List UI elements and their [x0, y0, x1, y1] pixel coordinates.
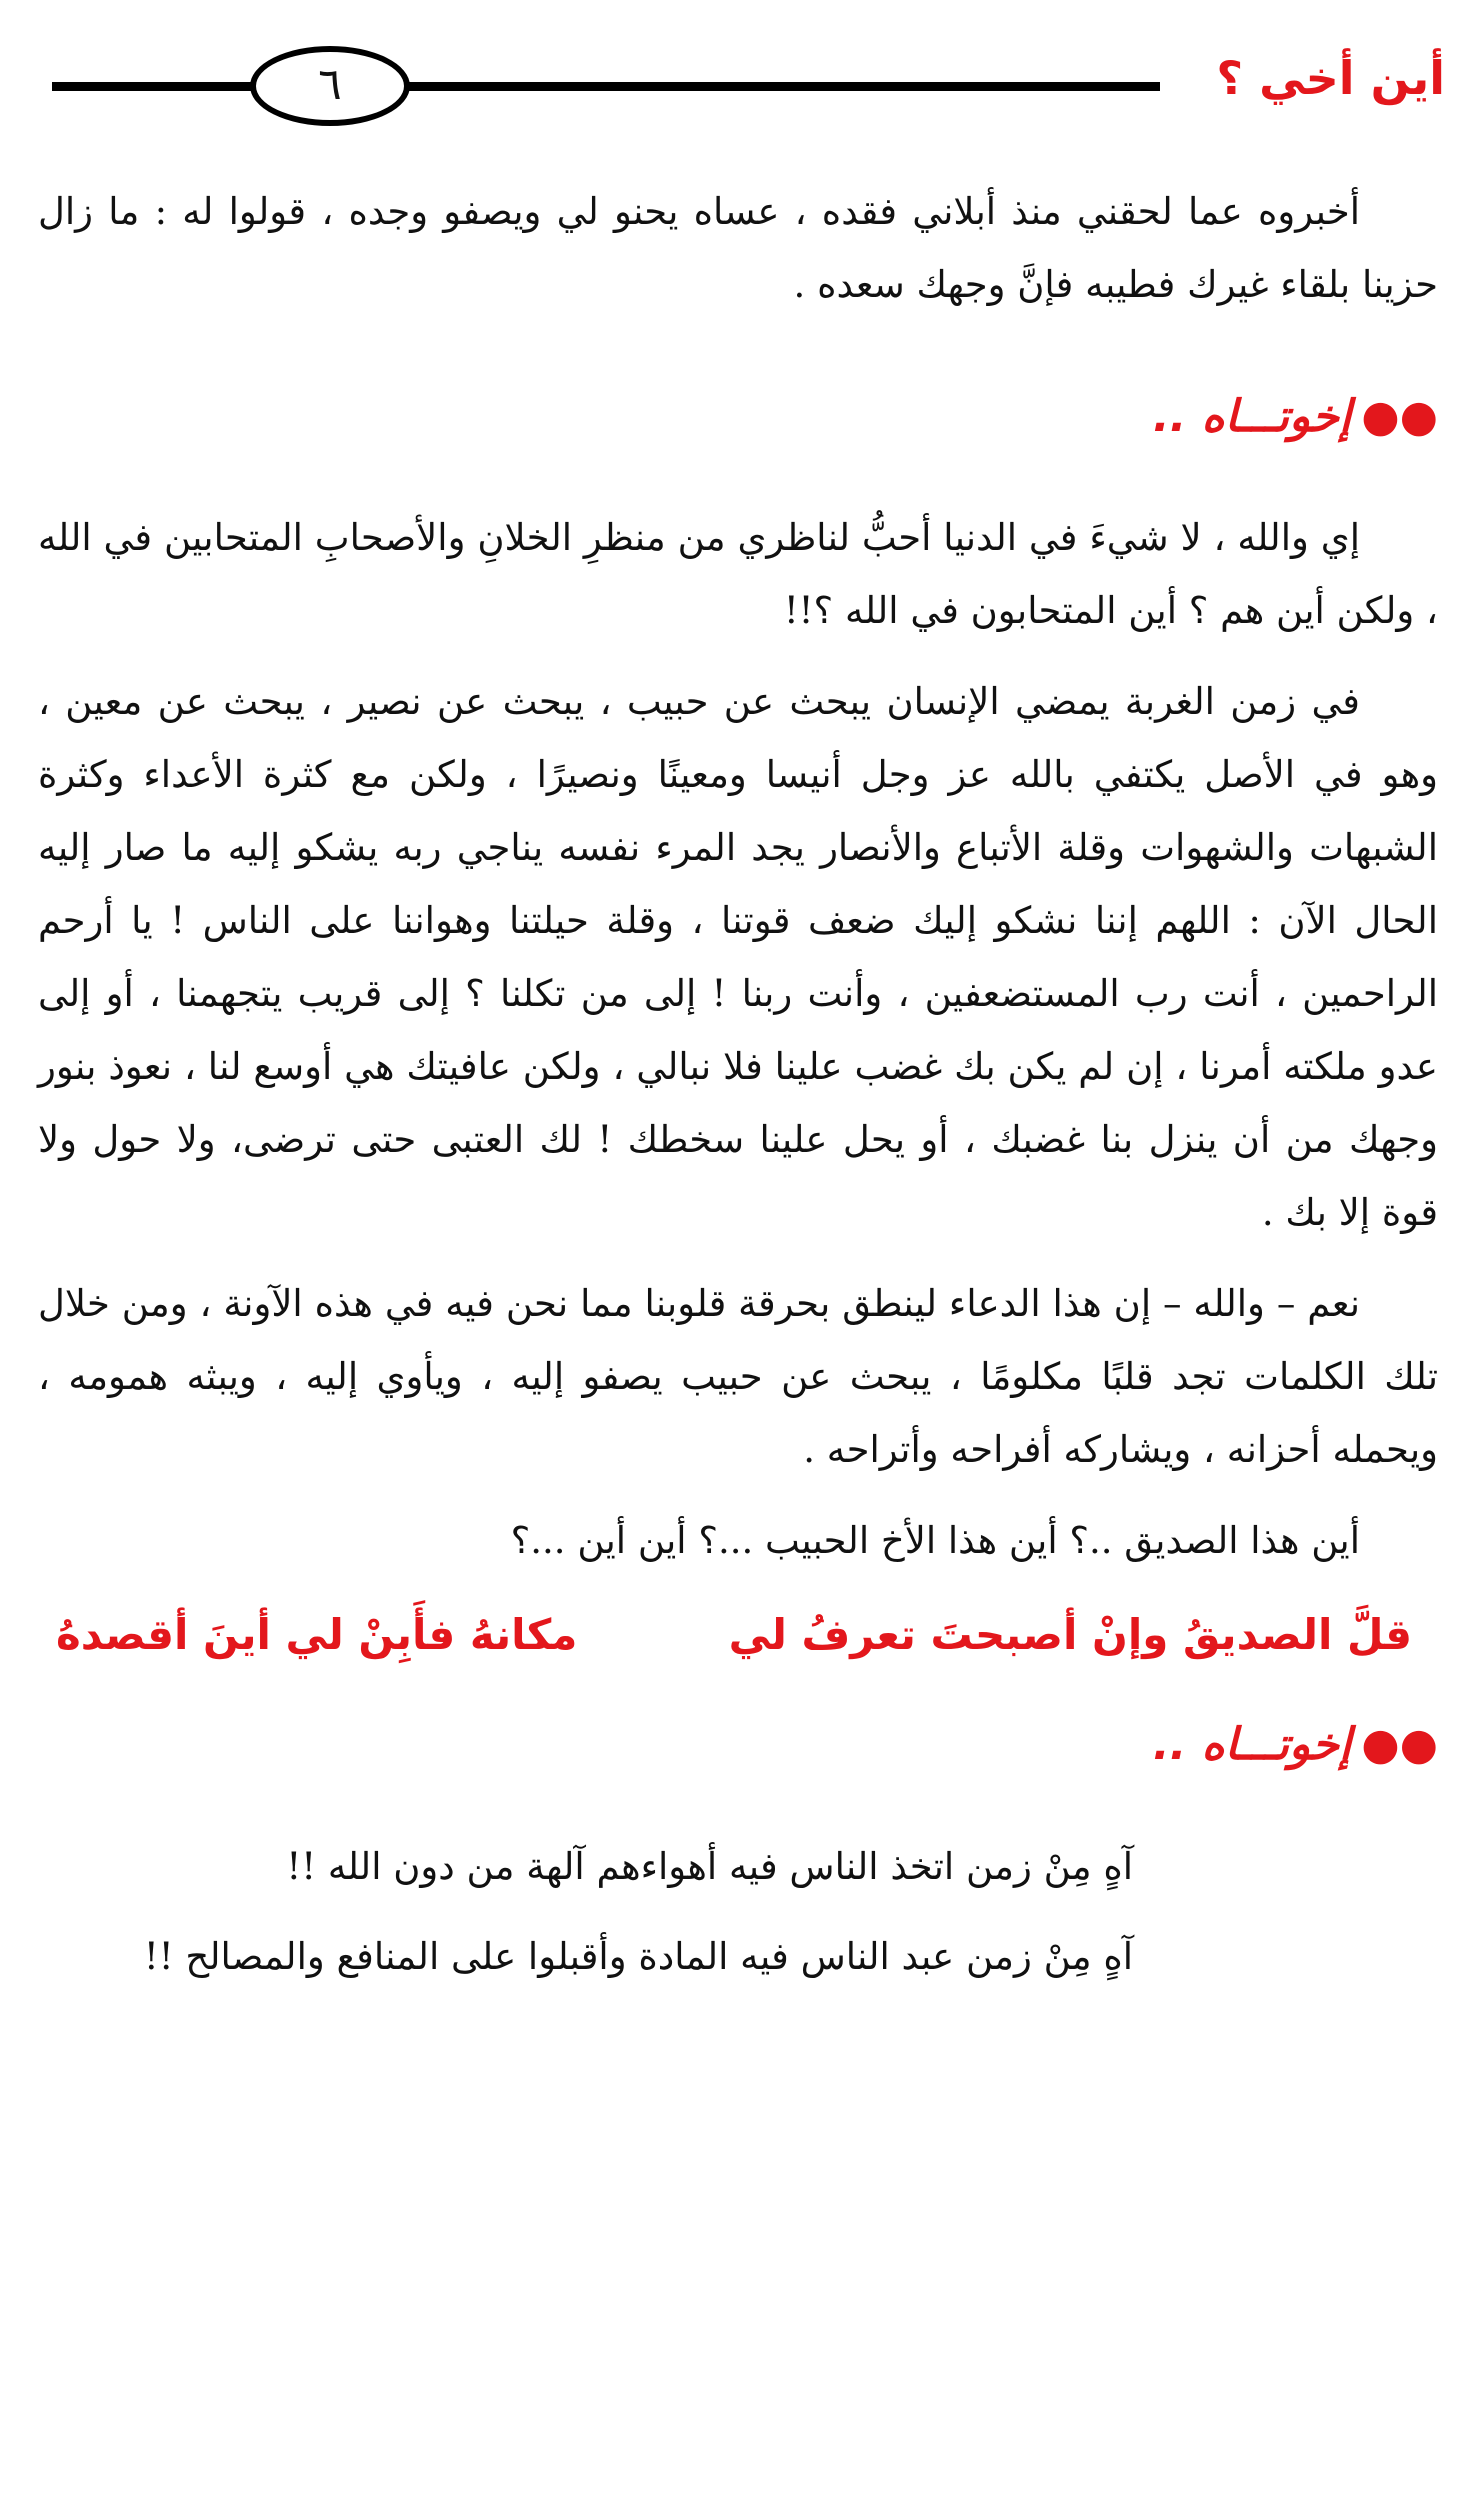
section-heading-text: إخوتـــاه .. [1152, 391, 1352, 442]
paragraph-3: نعم – والله – إن هذا الدعاء لينطق بحرقة قلوبنا مما نحن فيه في هذه الآونة ، ومن خلال تلك الكلمات تجد قلبًا مكلومًا ، يبحث عن حبيب يصفو إليه ، ويأوي إليه ، ويبثه همومه ، ويحمله أحزانه ، ويشاركه أفراحه وأتراحه . [38, 1282, 1439, 1471]
page-header [40, 40, 1445, 130]
lament-line-2: آهٍ مِنْ زمن عبد الناس فيه المادة وأقبلوا على المنافع والمصالح !! [143, 1935, 1133, 1978]
header-rule [52, 82, 1160, 91]
page-number-oval [250, 46, 410, 126]
lament-line-1: آهٍ مِنْ زمن اتخذ الناس فيه أهواءهم آلهة من دون الله !! [286, 1845, 1133, 1888]
paragraph-2: في زمن الغربة يمضي الإنسان يبحث عن حبيب ، يبحث عن نصير ، يبحث عن معين ، وهو في الأصل يكتفي بالله عز وجل أنيسا ومعينًا ونصيرًا ، ولكن مع كثرة الأعداء وكثرة الشبهات والشهوات وقلة الأتباع والأنصار يجد المرء نفسه يناجي ربه يشكو إليه ما صار إليه الحال الآن : اللهم إننا نشكو إليك ضعف قوتنا ، وقلة حيلتنا وهواننا على الناس ! يا أرحم الراحمين ، أنت رب المستضعفين ، وأنت ربنا ! إلى من تكلنا ؟ إلى قريب يتجهمنا ، أو إلى عدو ملكته أمرنا ، إن لم يكن بك غضب علينا فلا نبالي ، ولكن عافيتك هي أوسع لنا ، نعوذ بنور وجهك من أن ينزل بنا غضبك ، أو يحل علينا سخطك ! لك العتبى حتى ترضى، ولا حول ولا قوة إلا بك . [38, 680, 1438, 1234]
heading-bullet-icon: ●● [1361, 1719, 1438, 1770]
section-heading-text: إخوتـــاه .. [1152, 1719, 1352, 1770]
running-title: أين أخي ؟ [1216, 51, 1445, 105]
page-body [38, 175, 1438, 2009]
poem-verse [38, 1595, 1438, 1675]
verse-first-hemistich: قلَّ الصديقُ وإنْ أصبحتَ تعرفُ لي [728, 1610, 1412, 1659]
intro-paragraph: أخبروه عما لحقني منذ أبلاني فقده ، عساه يحنو لي ويصفو وجده ، قولوا له : ما زال حزينا بلقاء غيرك فطيبه فإنَّ وجهك سعده . [38, 190, 1438, 306]
paragraph-1: إي والله ، لا شيءَ في الدنيا أحبُّ لناظري من منظرِ الخلانِ والأصحابِ المتحابين في الله ، ولكن أين هم ؟ أين المتحابون في الله ؟!! [38, 516, 1438, 632]
verse-second-hemistich: مكانهُ فأَبِنْ لي أينَ أقصدهُ [56, 1610, 578, 1659]
section-heading-2 [38, 1705, 1438, 1785]
section-heading [38, 377, 1438, 457]
page-number: ٦ [318, 59, 342, 110]
paragraph-4: أين هذا الصديق ..؟ أين هذا الأخ الحبيب ...؟ أين أين ...؟ [510, 1519, 1360, 1562]
heading-bullet-icon: ●● [1361, 391, 1438, 442]
